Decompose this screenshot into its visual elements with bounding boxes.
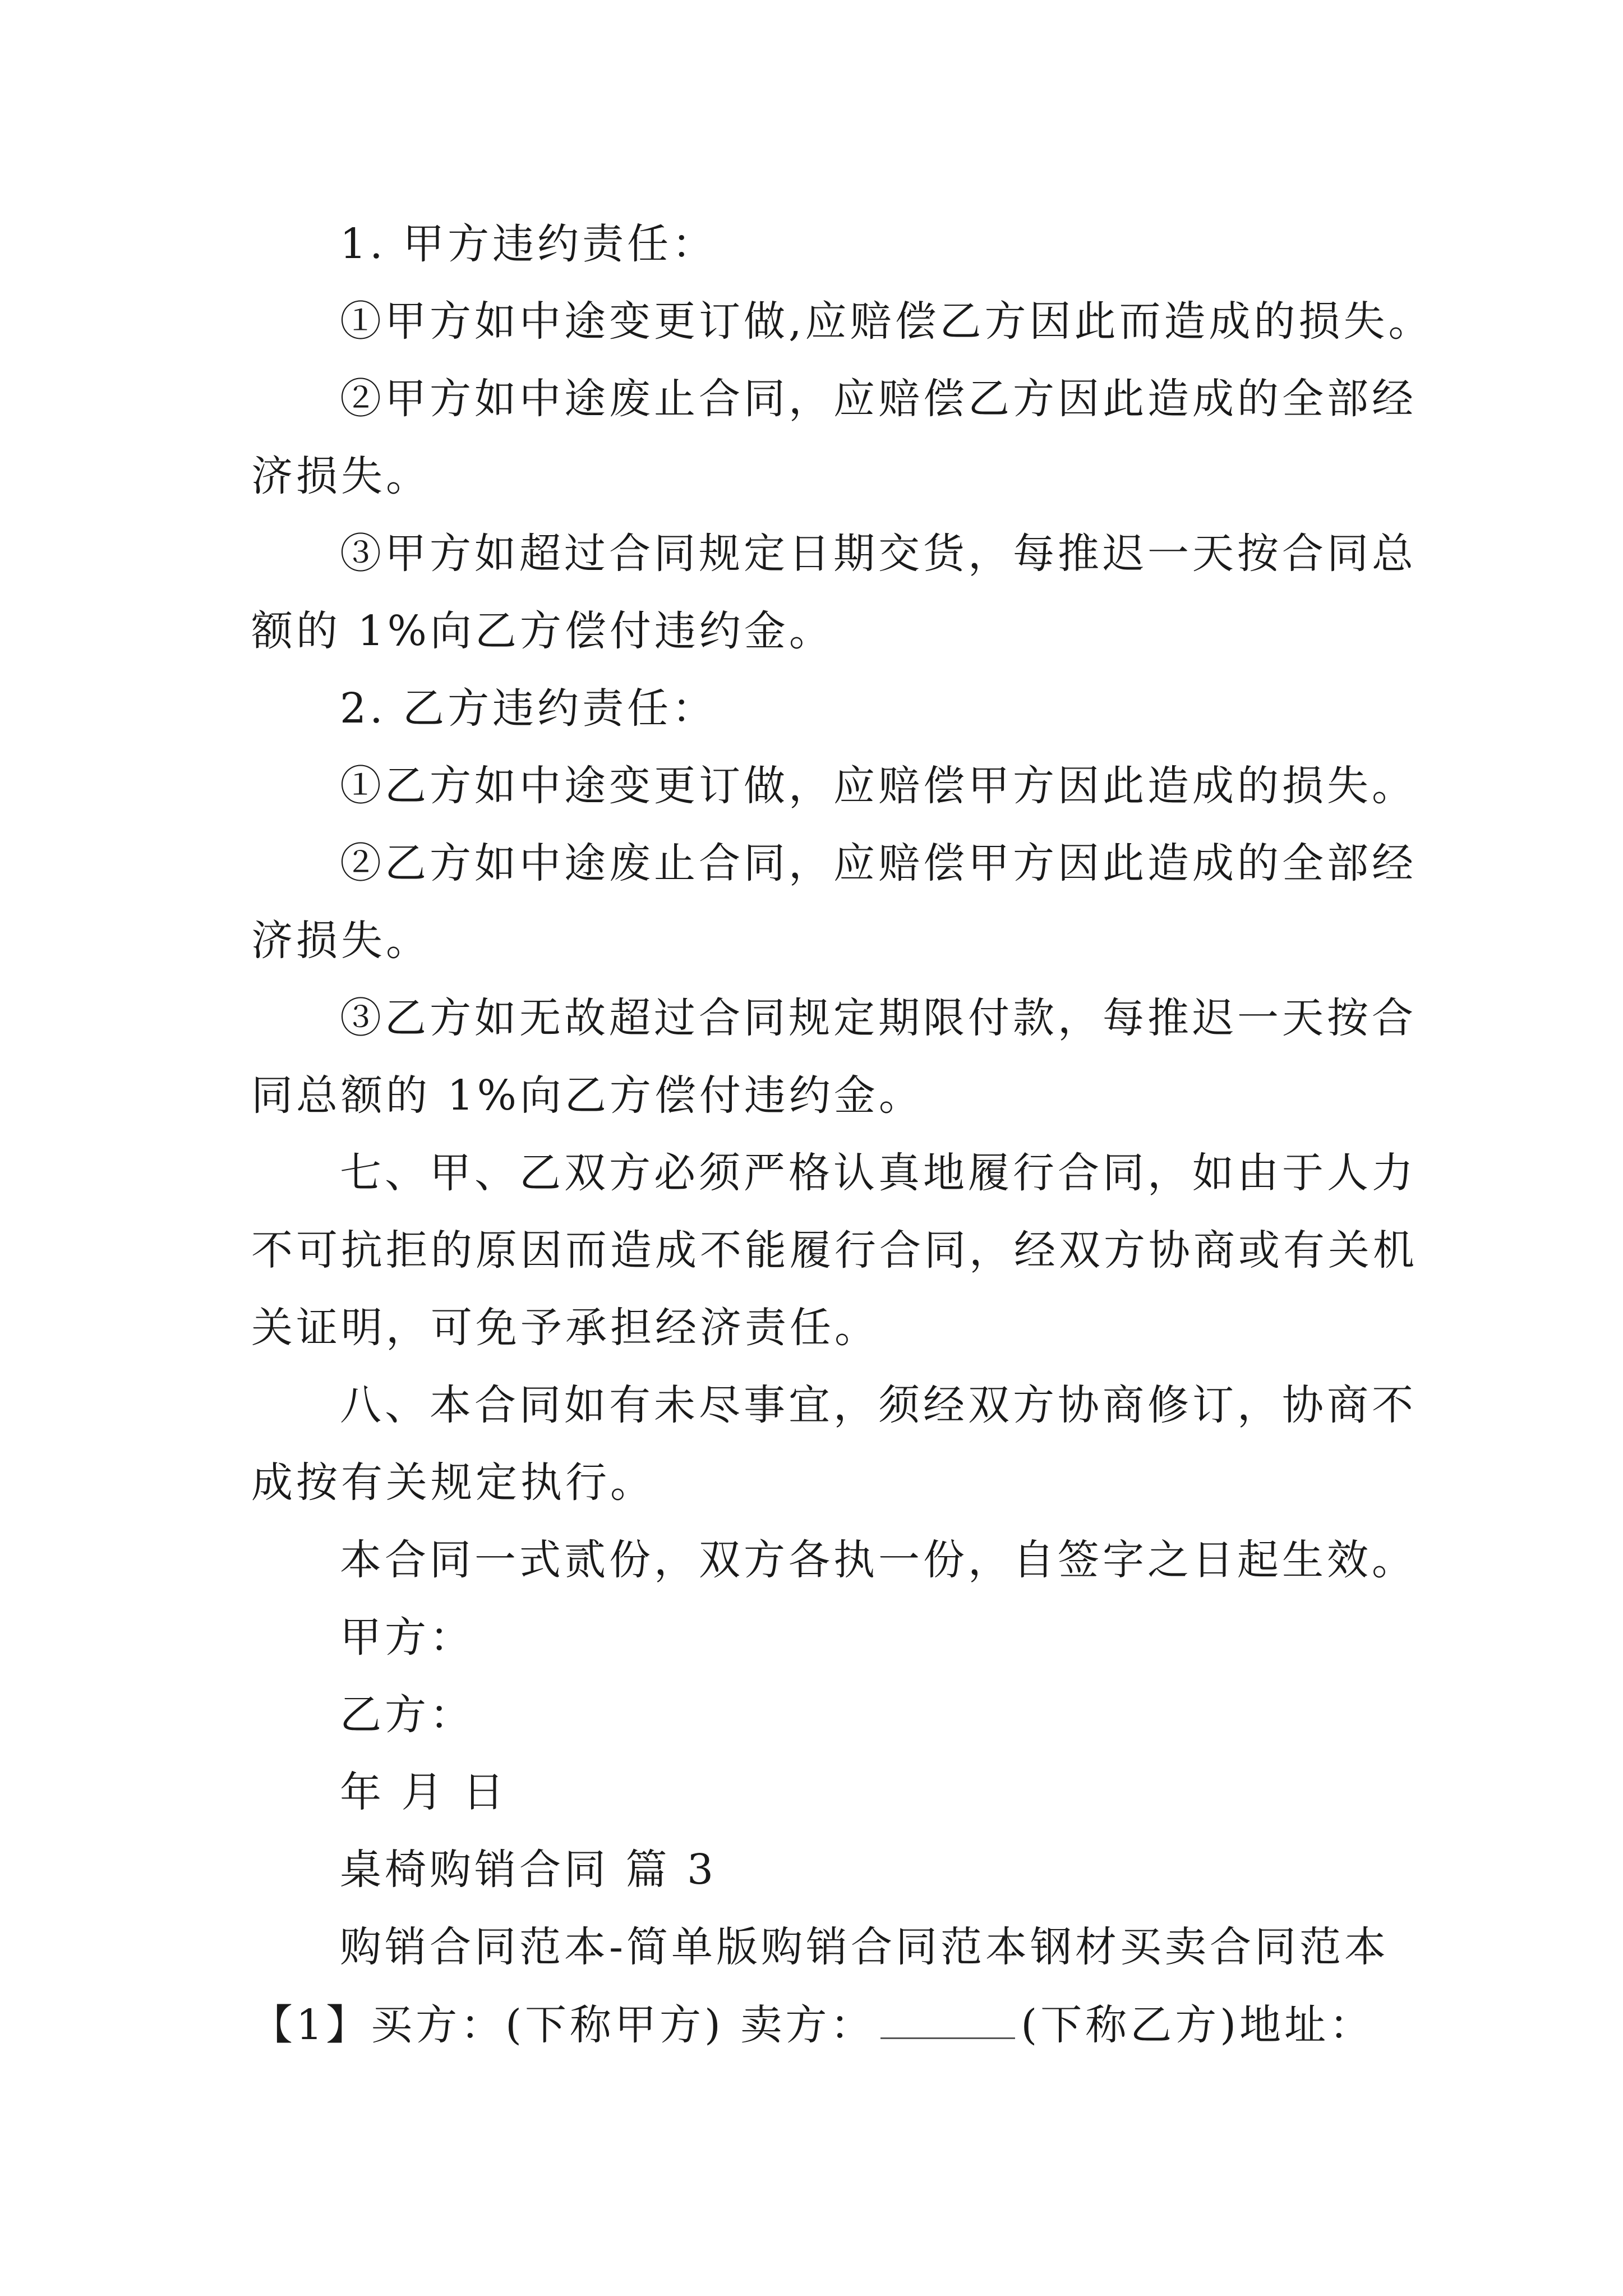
seller-address-text: (下称乙方)地址： <box>1021 2001 1375 2049</box>
clause-party-b-item-3-cont: 同总额的 1%向乙方偿付违约金。 <box>251 1071 924 1120</box>
clause-party-a-liability-heading: 1. 甲方违约责任： <box>340 220 717 268</box>
contract-template-title: 购销合同范本-简单版购销合同范本钢材买卖合同范本 <box>340 1923 1390 1971</box>
clause-party-a-item-2: ②甲方如中途废止合同，应赔偿乙方因此造成的全部经 <box>340 375 1417 423</box>
clause-party-a-item-3-cont: 额的 1%向乙方偿付违约金。 <box>251 607 834 655</box>
clause-seven-cont-2: 关证明，可免予承担经济责任。 <box>251 1304 879 1352</box>
clause-eight-cont: 成按有关规定执行。 <box>251 1458 655 1507</box>
signature-party-a: 甲方： <box>340 1613 474 1662</box>
seller-name-blank <box>880 2004 1015 2039</box>
buyer-seller-text: 【1】买方：(下称甲方) 卖方： <box>251 2001 875 2049</box>
signature-date: 年 月 日 <box>340 1768 508 1816</box>
clause-seven-cont-1: 不可抗拒的原因而造成不能履行合同，经双方协商或有关机 <box>251 1226 1418 1274</box>
clause-seven: 七、甲、乙双方必须严格认真地履行合同，如由于人力 <box>340 1149 1417 1197</box>
clause-eight: 八、本合同如有未尽事宜，须经双方协商修订，协商不 <box>340 1381 1417 1429</box>
clause-party-a-item-2-cont: 济损失。 <box>251 452 431 500</box>
clause-party-b-item-2: ②乙方如中途废止合同，应赔偿甲方因此造成的全部经 <box>340 839 1417 887</box>
clause-party-b-item-3: ③乙方如无故超过合同规定期限付款，每推迟一天按合 <box>340 994 1417 1042</box>
section-heading-contract-3: 桌椅购销合同 篇 3 <box>340 1846 717 1894</box>
clause-party-b-item-2-cont: 济损失。 <box>251 917 431 965</box>
signature-party-b: 乙方： <box>340 1691 474 1739</box>
clause-party-a-item-1: ①甲方如中途变更订做,应赔偿乙方因此而造成的损失。 <box>340 297 1433 346</box>
copies-statement: 本合同一式贰份，双方各执一份，自签字之日起生效。 <box>340 1536 1417 1584</box>
clause-party-b-liability-heading: 2. 乙方违约责任： <box>340 684 717 733</box>
buyer-seller-line <box>251 2001 1375 2049</box>
clause-party-a-item-3: ③甲方如超过合同规定日期交货，每推迟一天按合同总 <box>340 530 1417 578</box>
clause-party-b-item-1: ①乙方如中途变更订做，应赔偿甲方因此造成的损失。 <box>340 762 1417 810</box>
